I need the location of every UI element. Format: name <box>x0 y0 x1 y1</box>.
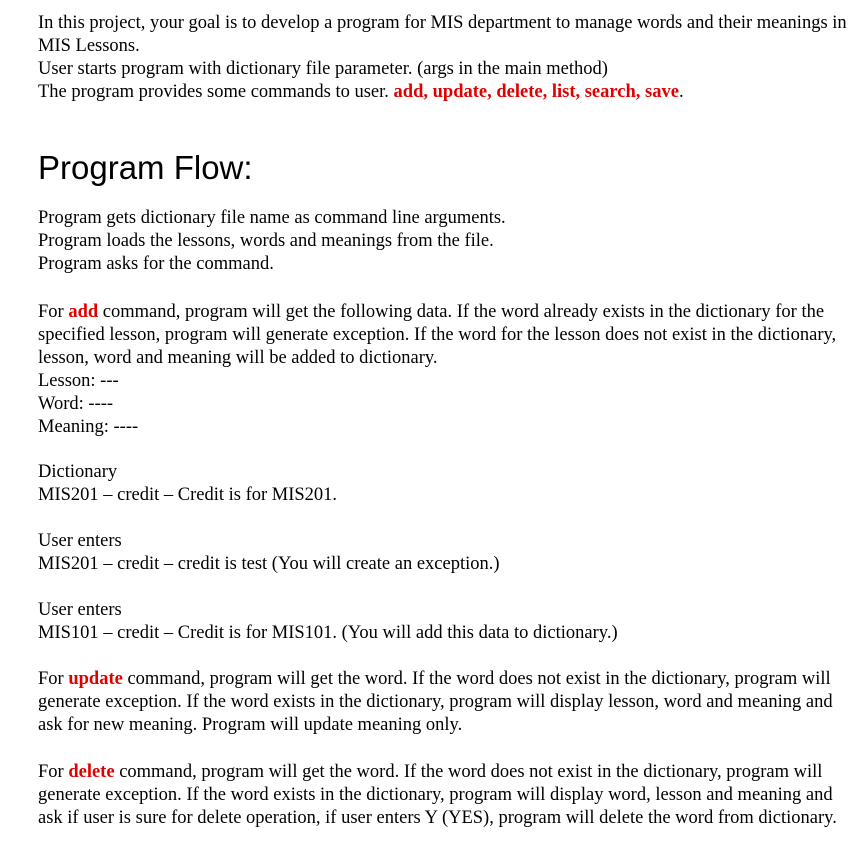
intro-line-3-prefix: The program provides some commands to user. <box>38 82 394 102</box>
delete-command-paragraph <box>38 761 848 830</box>
dictionary-example <box>38 461 848 507</box>
intro-line-3 <box>38 81 848 104</box>
user-entry-2: MIS101 – credit – Credit is for MIS101. (You will add this data to dictionary.) <box>38 623 618 643</box>
add-description: command, program will get the following data. If the word already exists in the dictionary for the specified lesson, program will generate exception. If the word for the lesson does not exist in the dictionary, lesson, word and meaning will be added to dictionary. <box>38 302 837 368</box>
user-enters-label-2: User enters <box>38 600 122 620</box>
flow-line-1: Program gets dictionary file name as command line arguments. <box>38 208 506 228</box>
delete-keyword: delete <box>68 762 115 782</box>
dictionary-label: Dictionary <box>38 462 118 482</box>
intro-paragraph <box>38 12 848 104</box>
user-enters-example-2 <box>38 599 848 645</box>
user-entry-1: MIS201 – credit – credit is test (You will create an exception.) <box>38 554 500 574</box>
dictionary-entry: MIS201 – credit – Credit is for MIS201. <box>38 485 338 505</box>
add-command-paragraph <box>38 301 848 439</box>
add-keyword: add <box>68 302 99 322</box>
flow-line-3: Program asks for the command. <box>38 254 274 274</box>
flow-paragraph <box>38 207 848 276</box>
meaning-label: Meaning: ---- <box>38 417 139 437</box>
intro-line-2: User starts program with dictionary file parameter. (args in the main method) <box>38 59 608 79</box>
user-enters-example-1 <box>38 530 848 576</box>
update-command-text <box>38 668 848 737</box>
update-description: command, program will get the word. If the word does not exist in the dictionary, program will generate exception. If the word exists in the dictionary, program will display lesson, word and meaning and ask for new meaning. Program will update meaning only. <box>38 669 833 735</box>
section-heading: Program Flow: <box>38 149 253 186</box>
add-prefix: For <box>38 302 69 322</box>
update-command-paragraph <box>38 668 848 737</box>
add-command-text <box>38 301 848 370</box>
delete-description: command, program will get the word. If the word does not exist in the dictionary, program will generate exception. If the word exists in the dictionary, program will display word, lesson and meaning and ask if user is sure for delete operation, if user enters Y (YES), program will delete the word from dictionary. <box>38 762 837 828</box>
flow-line-2: Program loads the lessons, words and meanings from the file. <box>38 231 494 251</box>
word-label: Word: ---- <box>38 394 114 414</box>
intro-line-1: In this project, your goal is to develop a program for MIS department to manage words and their meanings in MIS Lessons. <box>38 13 847 56</box>
intro-line-3-suffix: . <box>678 82 684 102</box>
user-enters-label-1: User enters <box>38 531 122 551</box>
delete-prefix: For <box>38 762 69 782</box>
update-keyword: update <box>68 669 123 689</box>
lesson-label: Lesson: --- <box>38 371 119 391</box>
commands-list: add, update, delete, list, search, save <box>393 82 679 102</box>
update-prefix: For <box>38 669 69 689</box>
delete-command-text <box>38 761 848 830</box>
